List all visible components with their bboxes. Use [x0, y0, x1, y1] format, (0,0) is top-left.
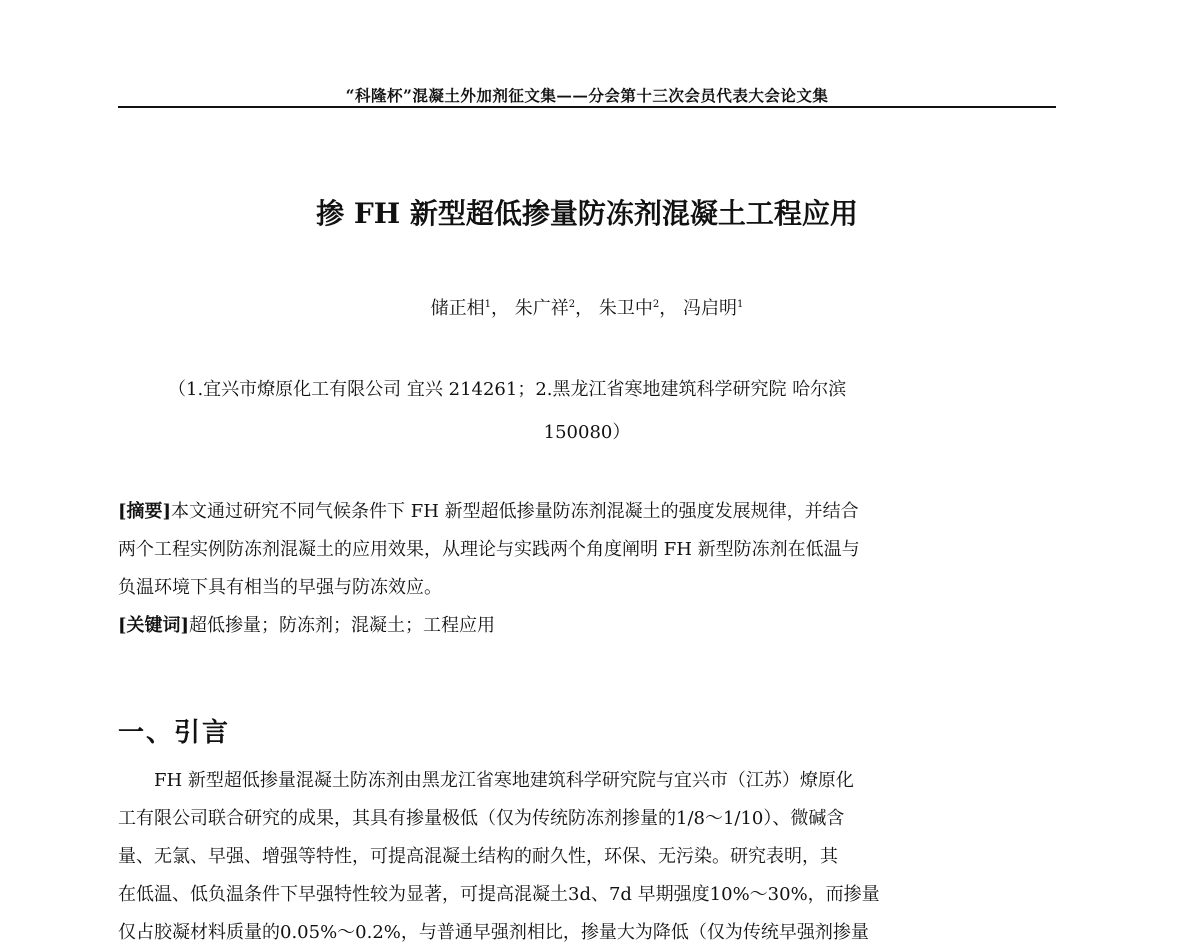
section-body [118, 762, 1056, 952]
body-line: 量、无氯、早强、增强等特性，可提高混凝土结构的耐久性，环保、无污染。研究表明，其 [118, 846, 838, 867]
author-affil-mark: 1 [484, 299, 492, 310]
running-header: “科隆杯”混凝土外加剂征文集——分会第十三次会员代表大会论文集 [345, 86, 829, 105]
keywords-label: [关键词] [118, 615, 190, 636]
author-list [118, 294, 1056, 320]
abstract-block [118, 493, 1056, 645]
author-affil-mark: 2 [568, 299, 576, 310]
section-heading: 一、引言 [118, 718, 231, 748]
keywords-line [118, 607, 1056, 645]
author-name: 冯启明 [682, 298, 737, 319]
affiliation-line-1: （1.宜兴市燎原化工有限公司 宜兴 214261；2.黑龙江省寒地建筑科学研究院 哈尔滨 [168, 379, 847, 400]
body-line: 仅占胶凝材料质量的0.05%～0.2%，与普通早强剂相比，掺量大为降低（仅为传统早强剂掺量 [118, 922, 869, 943]
author-name: 朱广祥 [514, 298, 569, 319]
body-line: 在低温、低负温条件下早强特性较为显著，可提高混凝土3d、7d 早期强度10%～30%，而掺量 [118, 884, 880, 905]
author-separator: ， [575, 298, 594, 319]
abstract-text: 本文通过研究不同气候条件下 FH 新型超低掺量防冻剂混凝土的强度发展规律，并结合 [171, 501, 859, 522]
affiliation-line-2: 150080） [543, 422, 631, 443]
keywords-text: 超低掺量；防冻剂；混凝土；工程应用 [189, 615, 496, 636]
body-line: 工有限公司联合研究的成果，其具有掺量极低（仅为传统防冻剂掺量的1/8～1/10）、微碱含 [118, 808, 845, 829]
body-line: FH 新型超低掺量混凝土防冻剂由黑龙江省寒地建筑科学研究院与宜兴市（江苏）燎原化 [154, 770, 854, 791]
author-separator: ， [659, 298, 678, 319]
abstract-line: 两个工程实例防冻剂混凝土的应用效果，从理论与实践两个角度阐明 FH 新型防冻剂在低温与 [118, 539, 860, 560]
abstract-line: 负温环境下具有相当的早强与防冻效应。 [118, 577, 442, 598]
author-name: 朱卫中 [598, 298, 653, 319]
author-affil-mark: 1 [736, 299, 744, 310]
abstract-line [118, 493, 1056, 531]
author-affil-mark: 2 [652, 299, 660, 310]
paper-title: 掺 FH 新型超低掺量防冻剂混凝土工程应用 [316, 197, 858, 230]
author-separator: ， [491, 298, 510, 319]
abstract-label: [摘要] [118, 501, 172, 522]
author-name: 储正相 [430, 298, 485, 319]
header-rule [118, 106, 1056, 108]
